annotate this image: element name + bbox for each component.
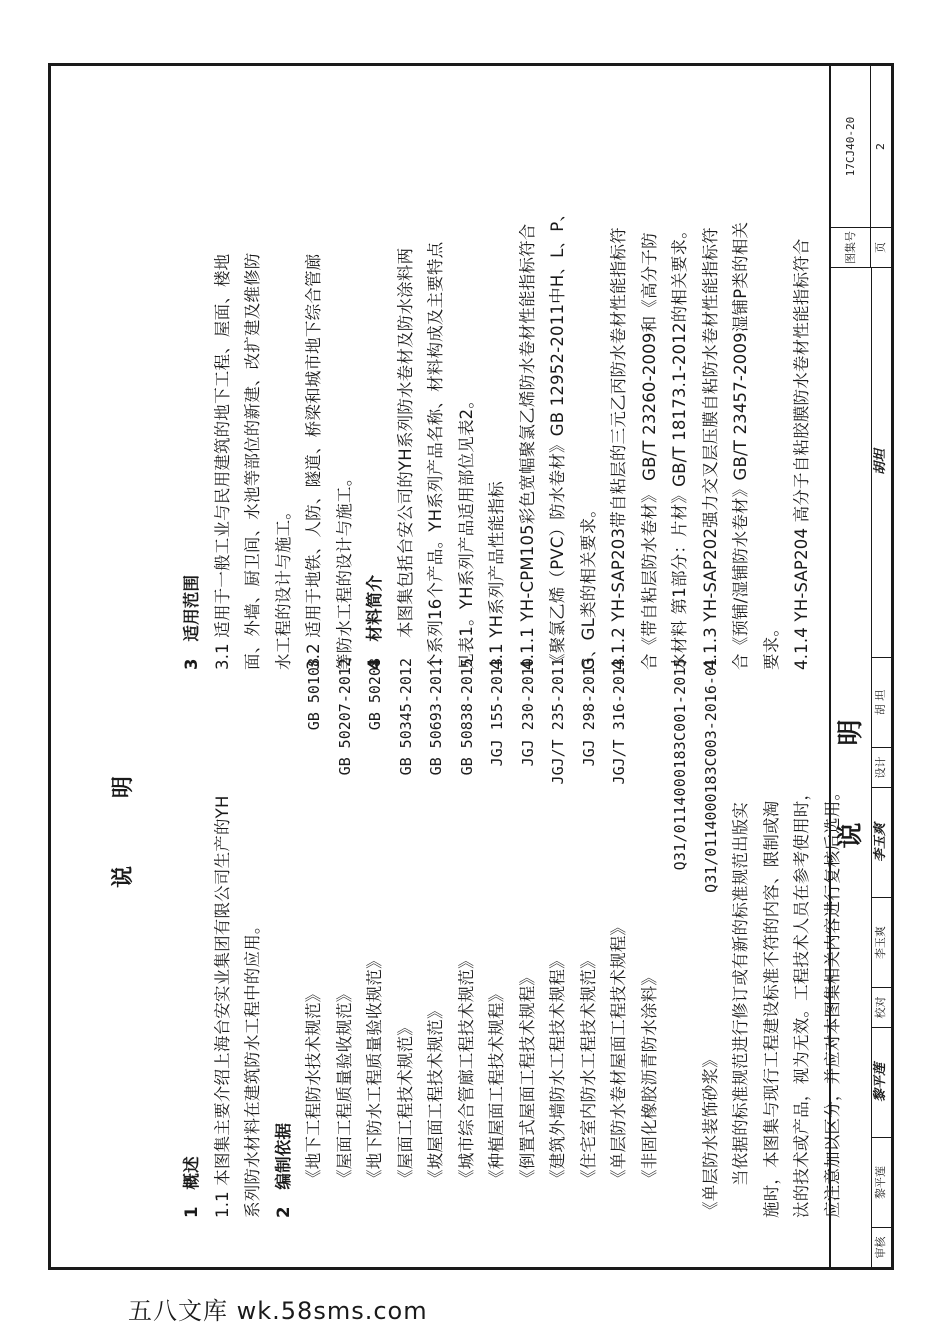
page-label: 页 xyxy=(871,227,891,267)
reference-row xyxy=(452,658,483,1218)
reference-code: GB 50345-2012 xyxy=(396,658,415,776)
title-block xyxy=(829,66,891,1267)
section-2-heading: 2 编制依据 xyxy=(273,1122,293,1218)
note-line: 汰的技术或产品，视为无效。工程技术人员在参考使用时， xyxy=(792,783,811,1218)
reference-code: JGJ 155-2013 xyxy=(488,658,506,767)
section-4-text: 《聚氯乙烯（PVC）防水卷材》GB 12952-2011中H、L、P、 xyxy=(548,204,567,670)
reference-row xyxy=(604,658,635,1218)
sign-name: 胡 坦 xyxy=(872,657,891,747)
reference-name: 《坡屋面工程技术规范》 xyxy=(426,1002,445,1186)
section-4-text: 合《带自粘层防水卷材》 GB/T 23260-2009和《高分子防 xyxy=(639,232,659,670)
reference-code: GB 50208 xyxy=(366,658,384,731)
reference-name: 《屋面工程质量验收规范》 xyxy=(334,985,354,1186)
reference-code: JGJ/T 316-2013 xyxy=(610,658,628,785)
reference-name: 《倒置式屋面工程技术规程》 xyxy=(517,968,537,1186)
reference-row xyxy=(482,658,513,1218)
section-4-text: 4.1.3 YH-SAP202强力交叉层压膜自粘防水卷材性能指标符 xyxy=(700,227,720,670)
reference-row xyxy=(543,658,574,1218)
page-number: 2 xyxy=(874,143,887,150)
reference-name: 《地下防水工程质量验收规范》 xyxy=(365,952,384,1186)
reference-row xyxy=(299,658,330,1218)
reference-name: 《单层防水装饰砂浆》 xyxy=(700,1051,720,1218)
sign-label-check: 校对 xyxy=(872,987,891,1027)
atlas-no-label: 图集号 xyxy=(831,227,871,267)
section-4-text: G、GL类的相关要求。 xyxy=(578,501,598,670)
drawing-sheet xyxy=(48,63,894,1270)
signature-image: 黎平莲 xyxy=(872,1027,891,1137)
section-3-text: 等防水工程的设计与施工。 xyxy=(334,469,354,670)
section-4-text: 水材料 第1部分：片材》GB/T 18173.1-2012的相关要求。 xyxy=(670,222,689,670)
reference-code: Q31/0114000183C003-2016-01 xyxy=(701,658,720,893)
reference-row xyxy=(421,658,452,1218)
reference-code-extra: Q31/0114000183C001-2015 xyxy=(671,658,689,871)
note-line: 施时，本图集与现行工程建设标准不符的内容、限制或淘 xyxy=(761,800,781,1218)
reference-row xyxy=(360,658,391,1218)
section-3-text: 面、外墙、厨卫间、水池等部位的新建、改扩建及维修防 xyxy=(243,252,262,670)
section-4-text: 4.1.1 YH-CPM105彩色宽幅聚氯乙烯防水卷材性能指标符合 xyxy=(517,223,537,670)
sign-name: 黎平莲 xyxy=(872,1137,891,1227)
reference-row xyxy=(574,658,605,1218)
page-title: 说 明 xyxy=(111,746,136,888)
sign-label-design: 设计 xyxy=(872,747,891,787)
section-4-text: 4.1 YH系列产品性能指标 xyxy=(487,481,506,670)
reference-name: 《住宅室内防水工程技术规范》 xyxy=(578,952,598,1186)
reference-code: GB 50838-2015 xyxy=(457,658,476,776)
note-line: 应注意加以区分，并应对本图集相关内容进行复核后选用。 xyxy=(822,783,842,1218)
title-block-side xyxy=(831,66,891,267)
section-4-text: 见表1。YH系列产品适用部位见表2。 xyxy=(456,391,476,670)
signature-image: 胡坦 xyxy=(873,449,888,476)
reference-name: 《地下工程防水技术规范》 xyxy=(304,985,323,1186)
section-3-text: 3.2 适用于地铁、人防、隧道、桥梁和城市地下综合管廊 xyxy=(304,253,323,670)
section-4-text: 个系列16个产品。YH系列产品名称、材料构成及主要特点 xyxy=(426,241,445,670)
reference-name: 《城市综合管廊工程技术规范》 xyxy=(456,952,476,1186)
reference-name: 《种植屋面工程技术规程》 xyxy=(487,985,506,1186)
signature-image: 李玉爽 xyxy=(872,787,891,897)
reference-row xyxy=(513,658,544,1218)
reference-code: JGJ/T 235-2011 xyxy=(549,658,567,785)
atlas-no: 17CJ40-20 xyxy=(831,66,871,227)
reference-code: JGJ 298-2013 xyxy=(579,658,598,767)
section-4-text: 要求。 xyxy=(761,619,781,670)
reference-code: GB 50108 xyxy=(305,658,323,731)
reference-name: 《单层防水卷材屋面工程技术规程》 xyxy=(609,918,628,1186)
sign-name: 李玉爽 xyxy=(872,897,891,987)
reference-code: GB 50207-2012 xyxy=(335,658,354,776)
reference-name: 《建筑外墙防水工程技术规程》 xyxy=(548,952,567,1186)
section-3-text: 3.1 适用于一般工业与民用建筑的地下工程、屋面、楼地 xyxy=(212,253,232,670)
section-1-text: 1.1 本图集主要介绍上海台安实业集团有限公司生产的YH xyxy=(212,795,232,1218)
watermark-footer: 五八文库 wk.58sms.com xyxy=(128,1297,428,1325)
section-1-text-cont: 系列防水材料在建筑防水工程中的应用。 xyxy=(243,917,262,1218)
title-block-title: 说 明 xyxy=(836,685,866,849)
sign-label-review: 审核 xyxy=(872,1227,891,1267)
reference-code: GB 50693-2011 xyxy=(427,658,445,776)
reference-row xyxy=(635,658,666,1218)
note-line: 当依据的标准规范进行修订或有新的标准规范出版实 xyxy=(731,801,750,1186)
reference-name: 《非固化橡胶沥青防水涂料》 xyxy=(639,968,659,1186)
reference-code: JGJ 230-2010 xyxy=(518,658,537,767)
section-3-text: 水工程的设计与施工。 xyxy=(273,503,293,670)
title-block-main xyxy=(831,267,891,1267)
reference-row xyxy=(696,658,727,1218)
reference-row xyxy=(391,658,422,1218)
section-3-heading: 3 适用范围 xyxy=(182,574,201,670)
section-4-heading: 4 材料简介 xyxy=(365,574,384,670)
section-1-heading: 1 概述 xyxy=(182,1156,201,1218)
section-4-text: 4.1.2 YH-SAP203带自粘层的三元乙丙防水卷材性能指标符 xyxy=(609,227,628,670)
reference-name: 《屋面工程技术规范》 xyxy=(395,1019,415,1186)
signature-row xyxy=(871,267,891,1267)
section-4-text: 4.1.4 YH-SAP204 高分子自粘胶膜防水卷材性能指标符合 xyxy=(792,238,811,670)
rotated-content xyxy=(51,66,891,1267)
section-4-text: 合《预铺/湿铺防水卷材》GB/T 23457-2009湿铺P类的相关 xyxy=(731,221,750,670)
section-4-text: 本图集包括台安公司的YH系列防水卷材及防水涂料两 xyxy=(395,247,415,638)
reference-row xyxy=(330,658,361,1218)
